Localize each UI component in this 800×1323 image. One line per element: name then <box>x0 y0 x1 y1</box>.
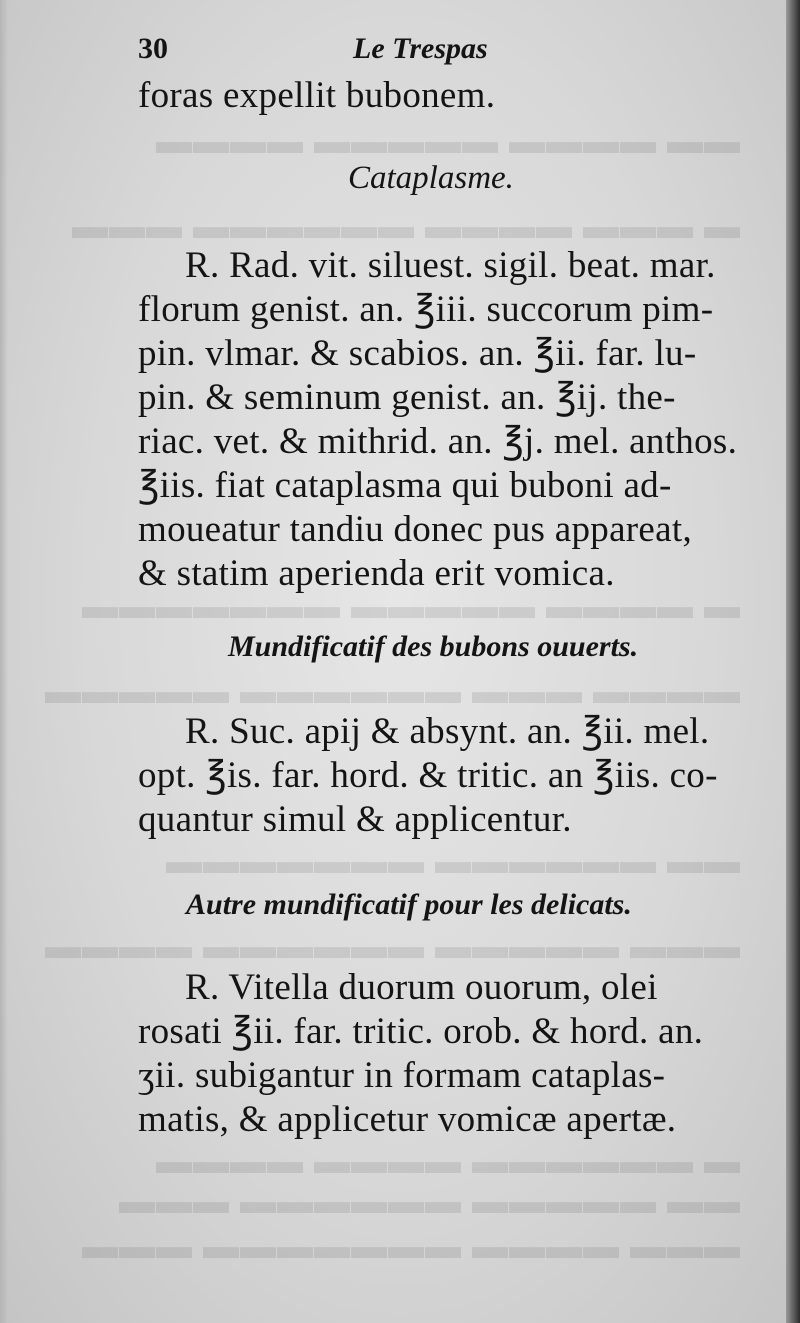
text-line: florum genist. an. ℥iii. succorum pim- <box>138 289 714 330</box>
bleed-through-texture: ▬▬ ▬▬▬▬ ▬▬▬▬▬ ▬▬▬▬ <box>155 121 740 161</box>
bleed-through-texture: ▬ ▬▬▬▬ ▬▬▬▬▬ ▬▬▬▬▬▬▬ <box>81 586 740 626</box>
text-line: ℥iis. fiat cataplasma qui buboni ad- <box>138 465 672 506</box>
text-line: & statim aperienda erit vomica. <box>138 553 615 594</box>
running-title: Le Trespas <box>353 32 488 65</box>
text-line: R. Rad. vit. siluest. sigil. beat. mar. <box>185 245 716 286</box>
page-left-edge <box>0 0 8 1323</box>
bleed-through-texture: ▬ ▬▬▬ ▬▬▬▬ ▬▬▬▬▬▬ ▬▬▬ <box>71 206 740 246</box>
text-line: R. Suc. apij & absynt. an. ℥ii. mel. <box>185 711 710 752</box>
text-line: rosati ℥ii. far. tritic. orob. & hord. an. <box>138 1011 704 1052</box>
text-line: R. Vitella duorum ouorum, olei <box>185 967 658 1008</box>
running-header <box>138 32 738 72</box>
bleed-through-texture: ▬▬ ▬▬▬▬▬▬ ▬▬▬▬▬▬▬ <box>165 841 740 881</box>
text-line: opt. ℥is. far. hord. & tritic. an ℥iis. co- <box>138 755 718 796</box>
bleed-through-texture: ▬▬ ▬▬▬▬▬ ▬▬▬▬▬▬ ▬▬▬ <box>118 1181 740 1221</box>
bleed-through-texture: ▬▬▬▬ ▬▬▬ ▬▬▬▬▬▬ ▬▬▬▬▬ <box>44 671 740 711</box>
section-heading: Autre mundificatif pour les delicats. <box>186 888 632 921</box>
text-line: moueatur tandiu donec pus appareat, <box>138 509 692 550</box>
bleed-through-texture: ▬▬▬ ▬▬▬▬▬ ▬▬▬▬▬▬ ▬▬▬▬ <box>44 926 740 966</box>
bleed-through-texture: ▬▬▬ ▬▬▬▬ ▬▬▬▬▬▬▬ ▬▬▬ <box>81 1226 740 1266</box>
text-line: pin. vlmar. & scabios. an. ℥ii. far. lu- <box>138 333 697 374</box>
text-line: pin. & seminum genist. an. ℥ij. the- <box>138 377 676 418</box>
text-line: foras expellit bubonem. <box>138 75 496 116</box>
section-heading: Mundificatif des bubons ouuerts. <box>228 630 639 663</box>
page-gutter-shadow <box>786 0 800 1323</box>
page-number: 30 <box>138 32 168 65</box>
text-line: quantur simul & applicentur. <box>138 799 572 840</box>
bleed-through-texture: ▬ ▬▬▬▬▬▬ ▬▬▬▬ ▬▬▬▬ <box>155 1141 740 1181</box>
text-line: ʒii. subigantur in formam cataplas- <box>138 1055 666 1096</box>
section-heading: Cataplasme. <box>348 160 514 196</box>
text-line: riac. vet. & mithrid. an. ℥j. mel. anthos. <box>138 421 738 462</box>
text-line: matis, & applicetur vomicæ apertæ. <box>138 1099 677 1140</box>
